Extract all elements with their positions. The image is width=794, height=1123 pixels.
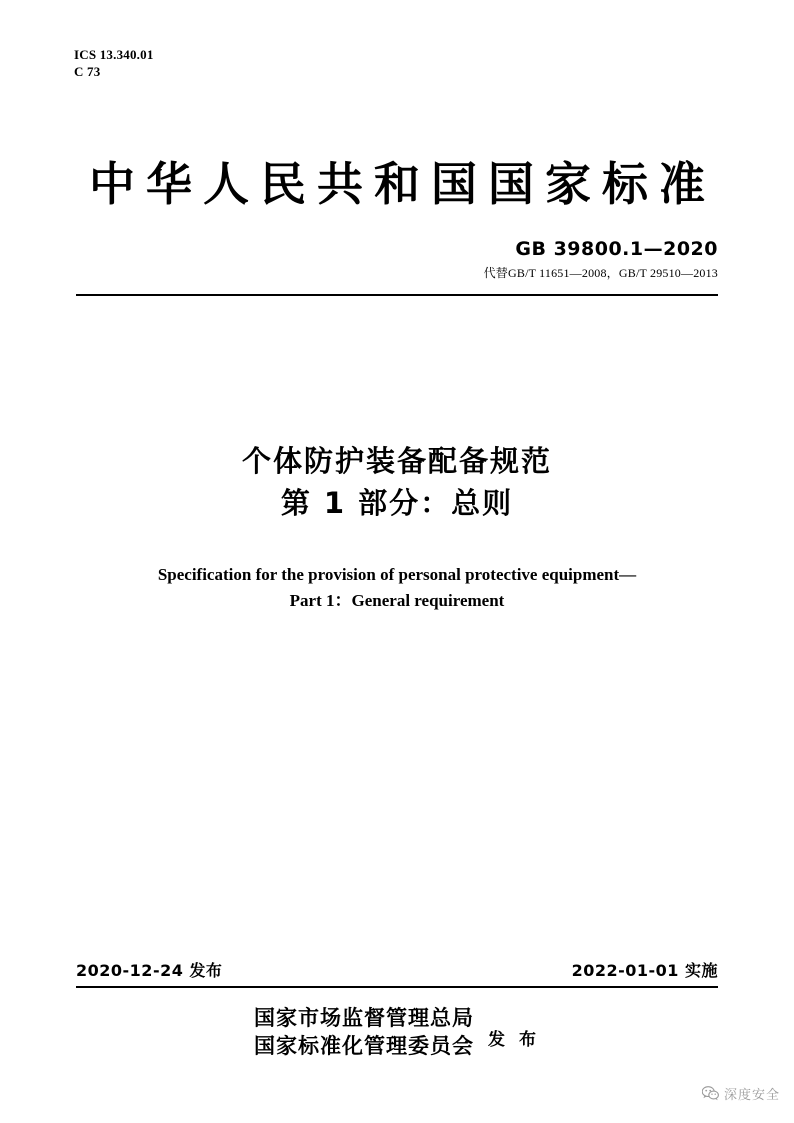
ccs-code: C 73: [74, 64, 101, 79]
title-english-line2: Part 1：General requirement: [289, 591, 505, 610]
title-chinese-line2: 第 1 部分：总则: [280, 486, 514, 520]
title-chinese: [0, 440, 794, 524]
watermark-badge: [702, 1084, 780, 1103]
footer-divider: [76, 986, 718, 988]
national-standard-banner: 中华人民共和国国家标准: [89, 157, 716, 211]
standard-number-block: [484, 238, 718, 281]
watermark-label: 深度安全: [723, 1088, 780, 1103]
standard-number: GB 39800.1—2020: [515, 238, 718, 260]
wechat-icon: [702, 1086, 719, 1101]
title-english: [0, 562, 794, 614]
title-english-line1: Specification for the provision of personal protective equipment—: [157, 565, 637, 584]
ics-code: ICS 13.340.01: [74, 47, 154, 62]
issuing-org-line1: 国家市场监督管理总局: [254, 1006, 475, 1030]
title-chinese-line1: 个体防护装备配备规范: [241, 444, 552, 478]
issuing-org-line2: 国家标准化管理委员会: [254, 1034, 475, 1058]
effective-date: 2022-01-01 实施: [571, 961, 718, 980]
issuing-organizations: [254, 1004, 474, 1060]
issue-date: 2020-12-24 发布: [76, 961, 223, 980]
header-divider: [76, 294, 718, 296]
classification-codes: [74, 46, 154, 80]
publish-label: 发 布: [488, 1029, 540, 1050]
issuing-authority: [0, 1004, 794, 1060]
standard-replaces: 代替GB/T 11651—2008，GB/T 29510—2013: [483, 266, 718, 280]
